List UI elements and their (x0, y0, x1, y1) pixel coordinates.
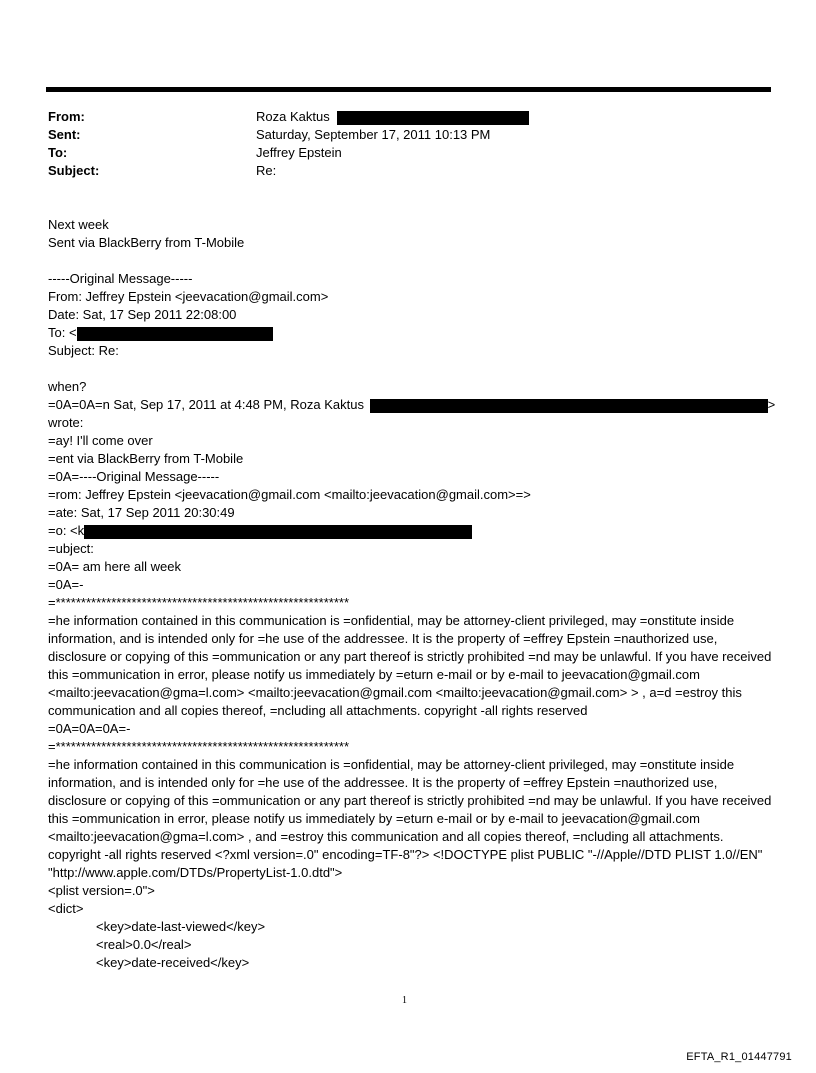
body-line (48, 324, 772, 342)
to-value: Jeffrey Epstein (256, 145, 342, 160)
sent-label: Sent: (48, 127, 81, 142)
body-line: From: Jeffrey Epstein <jeevacation@gmail.com> (48, 289, 329, 304)
body-line: -----Original Message----- (48, 271, 193, 286)
to-label: To: (48, 145, 68, 160)
body-line: wrote: (48, 415, 84, 430)
separator-stars: =********************************************************** (48, 739, 350, 754)
body-line (48, 522, 772, 540)
body-line: <key>date-last-viewed</key> (96, 919, 266, 934)
sent-value: Saturday, September 17, 2011 10:13 PM (256, 127, 491, 142)
body-line: =ate: Sat, 17 Sep 2011 20:30:49 (48, 505, 235, 520)
redaction-box (84, 525, 472, 539)
body-line: <dict> (48, 901, 84, 916)
redaction-box (370, 399, 768, 413)
quote-intro: =0A=0A=n Sat, Sep 17, 2011 at 4:48 PM, Roza Kaktus (48, 397, 364, 412)
quote-intro-tail: > (767, 397, 776, 412)
body-line: =0A=- (48, 577, 84, 592)
body-line: <key>date-received</key> (96, 955, 250, 970)
document-id: EFTA_R1_01447791 (686, 1051, 792, 1063)
subject-label: Subject: (48, 163, 100, 178)
from-label: From: (48, 109, 85, 124)
disclaimer-paragraph: =he information contained in this communication is =onfidential, may be attorney-client privileged, may =onstitute inside information, and is intended only for =he use of the addressee. It is the property of =effrey Epstein =nauthorized use, disclosure or copying of this =ommunication or any part thereof is strictly prohibited =nd may be unlawful. If you have received this =ommunication in error, please notify us immediately by =eturn e-mail or by e-mail to jeevacation@gmail.com <mailto:jeevacation@gma=l.com> <mailto:jeevacation@gmail.com <mailto:jeevacation@gmail.com> > , a=d =estroy this communication and all copies thereof, =ncluding all attachments. copyright -all rights reserved (48, 613, 772, 718)
body-line: =ubject: (48, 541, 94, 556)
separator-stars: =********************************************************** (48, 595, 350, 610)
body-line: =rom: Jeffrey Epstein <jeevacation@gmail.com <mailto:jeevacation@gmail.com>=> (48, 487, 531, 502)
to-prefix: To: < (48, 325, 77, 340)
body-line: Subject: Re: (48, 343, 119, 358)
redaction-box (337, 111, 529, 125)
page-number: 1 (402, 995, 407, 1006)
body-line: =0A=0A=0A=- (48, 721, 131, 736)
disclaimer-paragraph: =he information contained in this communication is =onfidential, may be attorney-client privileged, may =onstitute inside information, and is intended only for =he use of the addressee. It is the property of =effrey Epstein =nauthorized use, disclosure or copying of this =ommunication or any part thereof is strictly prohibited =nd may be unlawful. If you have received this =ommunication in error, please notify us immediately by =eturn e-mail or by e-mail to jeevacation@gmail.com <mailto:jeevacation@gma=l.com> , and =estroy this communication and all copies thereof, =ncluding all attachments. copyright -all rights reserved <?xml version=.0" encoding=TF-8"?> <!DOCTYPE plist PUBLIC "-//Apple//DTD PLIST 1.0//EN" "http://www.apple.com/DTDs/PropertyList-1.0.dtd"> (48, 757, 772, 880)
body-line: Sent via BlackBerry from T-Mobile (48, 235, 245, 250)
body-line (48, 396, 776, 414)
body-line: =ay! I'll come over (48, 433, 153, 448)
body-line: Date: Sat, 17 Sep 2011 22:08:00 (48, 307, 237, 322)
header-rule (46, 87, 771, 92)
body-line: =0A=----Original Message----- (48, 469, 220, 484)
subject-value: Re: (256, 163, 277, 178)
body-line: Next week (48, 217, 109, 232)
to-prefix: =o: <k (48, 523, 85, 538)
body-line: <real>0.0</real> (96, 937, 192, 952)
body-line: when? (48, 379, 87, 394)
redaction-box (77, 327, 273, 341)
email-body (48, 216, 776, 972)
body-line: <plist version=.0"> (48, 883, 155, 898)
body-line: =0A= am here all week (48, 559, 181, 574)
body-line: =ent via BlackBerry from T-Mobile (48, 451, 244, 466)
from-name: Roza Kaktus (256, 109, 330, 124)
from-value (256, 108, 529, 126)
